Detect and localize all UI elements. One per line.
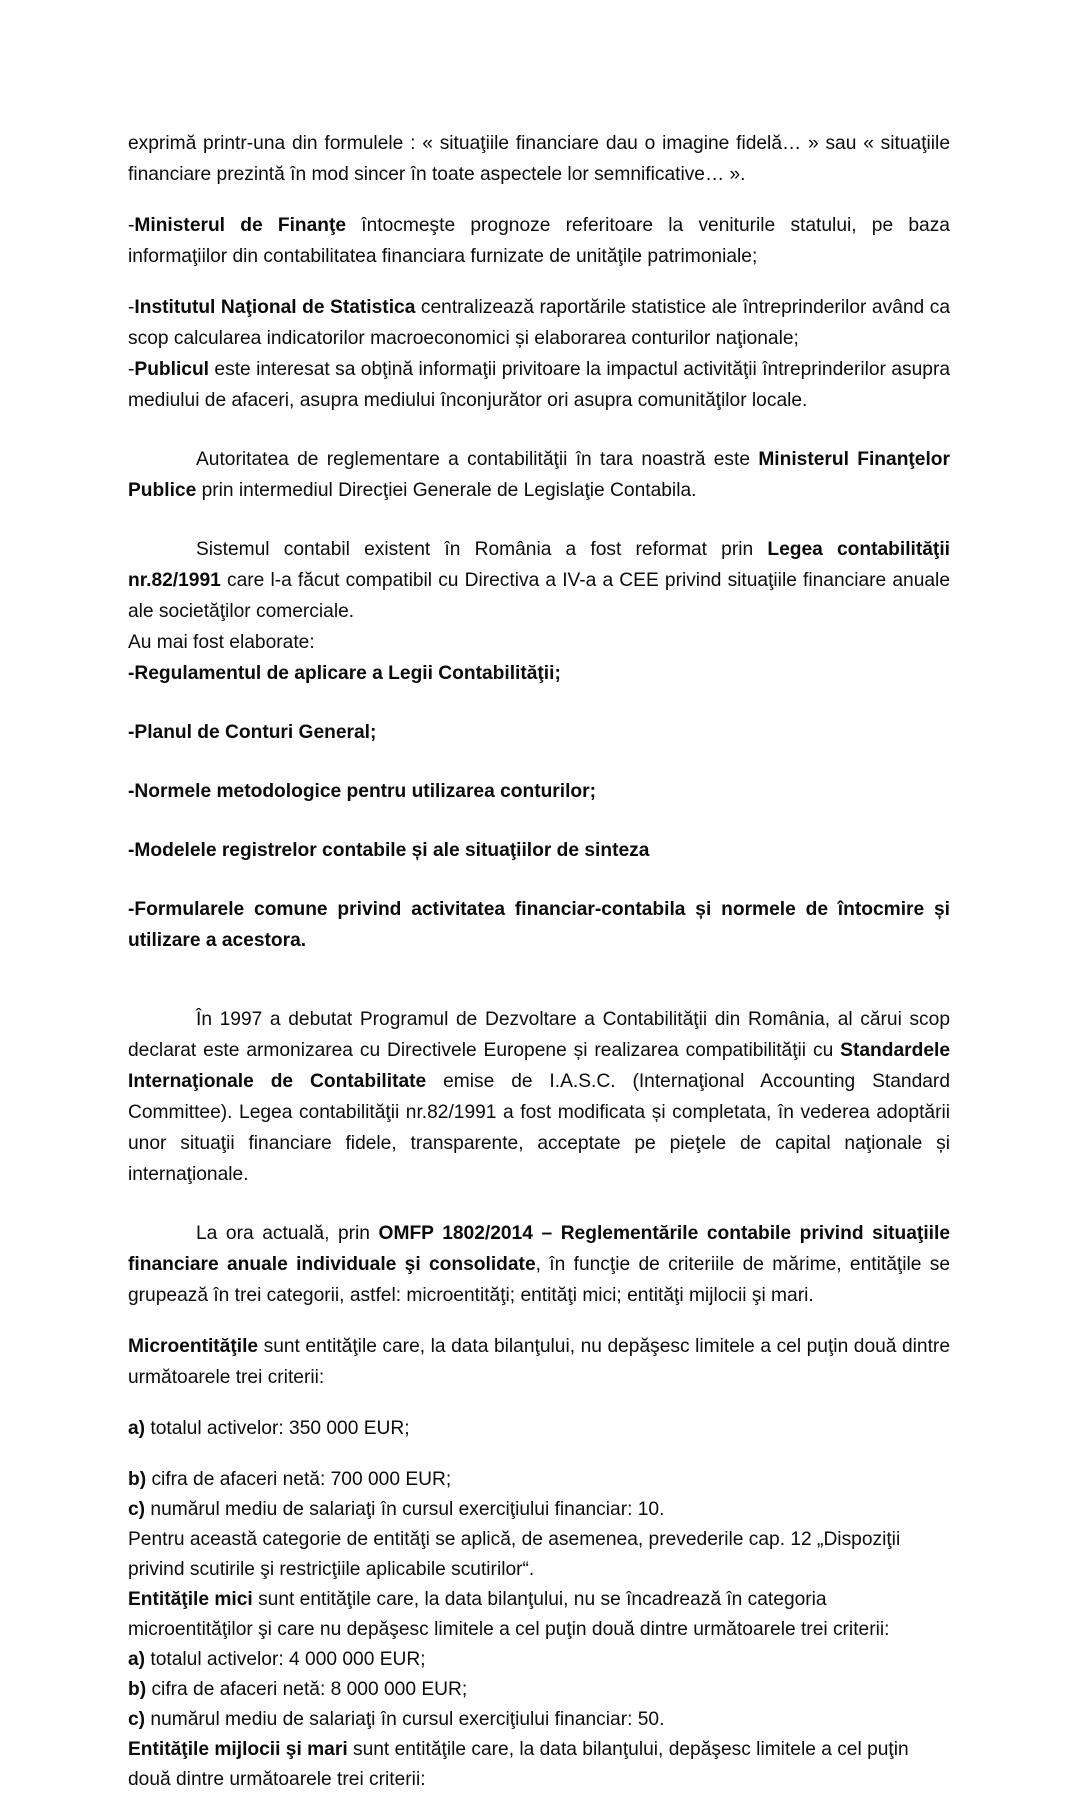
autoritatea-tail: prin intermediul Direcţiei Generale de Legislaţie Contabila.	[196, 480, 697, 501]
term-institutul-national-de-statistica: Institutul Naţional de Statistica	[134, 297, 416, 318]
paragraph-entitatile-mijlocii-mari	[128, 1735, 950, 1795]
laora-lead-in: La ora actuală, prin	[196, 1223, 379, 1244]
paragraph-sistemul-contabil	[128, 534, 950, 627]
sistemul-tail: care l-a făcut compatibil cu Directiva a IV-a a CEE privind situaţiile financiare anuale ale societăţilor comerciale.	[128, 570, 950, 622]
microentitatile-description: sunt entităţile care, la data bilanţului, nu depăşesc limitele a cel puţin două dintre următoarele trei criterii:	[128, 1336, 950, 1388]
paragraph-publicul	[128, 354, 950, 416]
paragraph-microentitatile	[128, 1331, 950, 1393]
paragraph-entitatile-mici	[128, 1585, 950, 1645]
entitatile-mijlocii-description: sunt entităţile care, la data bilanţului, depăşesc limitele a cel puţin două dintre următoarele trei criterii:	[128, 1739, 909, 1790]
criterion-text-b: cifra de afaceri netă: 700 000 EUR;	[146, 1469, 452, 1490]
criterion-label-a: a)	[128, 1418, 146, 1439]
publicul-description: este interesat sa obţină informaţii privitoare la impactul activităţii întreprinderilor asupra mediului de afaceri, asupra mediului înconjurător ori asupra comunităţilor locale.	[128, 359, 950, 411]
term-publicul: Publicul	[134, 359, 210, 380]
criterion-label-c: c)	[128, 1709, 146, 1730]
list-item-formulare-comune: -Formularele comune privind activitatea financiar-contabila și normele de întocmire și utilizare a acestora.	[128, 899, 950, 951]
term-standardele-internationale: Standardele Internaţionale de Contabilitate	[128, 1040, 950, 1092]
institutul-description: centralizează raportările statistice ale întreprinderilor având ca scop calcularea indicatorilor macroeconomici și elaborarea conturilor naţionale;	[128, 297, 951, 349]
ministerul-description: întocmeşte prognoze referitoare la veniturile statului, pe baza informaţiilor din contabilitatea financiara furnizate de unităţile patrimoniale;	[128, 215, 950, 267]
laora-tail: , în funcţie de criteriile de mărime, entităţile se grupează în trei categorii, astfel: microentităţi; entităţi mici; entităţi mijlocii şi mari.	[128, 1254, 950, 1306]
term-omfp-1802-2014: OMFP 1802/2014 – Reglementările contabile privind situaţiile financiare anuale individuale şi consolidate	[128, 1223, 950, 1275]
criterion-text-a: totalul activelor: 350 000 EUR;	[145, 1418, 410, 1439]
list-item-modele-registre: -Modelele registrelor contabile și ale situaţiilor de sinteza	[128, 840, 650, 861]
paragraph-anul-1997	[128, 1004, 950, 1190]
paragraph-ministerul-de-finante	[128, 210, 950, 272]
paragraph-intro-formule: exprimă printr-una din formulele : « situaţiile financiare dau o imagine fidelă… » sau « situaţiile financiare prezintă în mod sincer în toate aspectele lor semnificative… ».	[128, 133, 950, 185]
paragraph-la-ora-actuala	[128, 1218, 950, 1311]
criterion-label-b: b)	[128, 1469, 147, 1490]
criterion-mici-c	[128, 1705, 950, 1735]
criterion-text-b: cifra de afaceri netă: 8 000 000 EUR;	[146, 1679, 468, 1700]
anul1997-tail: emise de I.A.S.C. (Internaţional Accounting Standard Committee). Legea contabilităţii nr.82/1991 a fost modificata și completata, în vederea adoptării unor situaţii financiare fidele, transparente, acceptate pe pieţele de capital naţionale și internaţionale.	[128, 1071, 950, 1185]
criterion-label-c: c)	[128, 1499, 146, 1520]
list-item-planul-conturi: -Planul de Conturi General;	[128, 722, 377, 743]
anul1997-lead-in: În 1997 a debutat Programul de Dezvoltare a Contabilităţii din România, al cărui scop declarat este armonizarea cu Directivele Europene și realizarea compatibilităţii cu	[128, 1009, 950, 1061]
dash-marker: -	[128, 297, 135, 318]
line-au-mai-fost-elaborate: Au mai fost elaborate:	[128, 632, 315, 653]
paragraph-autoritatea-reglementare	[128, 444, 950, 506]
criterion-label-b: b)	[128, 1679, 147, 1700]
term-ministerul-de-finante: Ministerul de Finanţe	[134, 215, 347, 236]
paragraph-pentru-aceasta-categorie: Pentru această categorie de entităţi se aplică, de asemenea, prevederile cap. 12 „Dispoziţii privind scutirile şi restricţiile aplicabile scutirilor“.	[128, 1529, 901, 1580]
dash-marker: -	[128, 215, 135, 236]
term-ministerul-finantelor-publice: Ministerul Finanţelor Publice	[128, 449, 950, 501]
criterion-micro-b	[128, 1464, 950, 1495]
criterion-mici-b	[128, 1675, 950, 1705]
paragraph-institutul-national-statistica	[128, 292, 950, 354]
criterion-micro-a	[128, 1413, 950, 1444]
criterion-mici-a	[128, 1645, 950, 1675]
criterion-text-c: numărul mediu de salariaţi în cursul exerciţiului financiar: 10.	[145, 1499, 665, 1520]
term-entitatile-mijlocii-si-mari: Entităţile mijlocii şi mari	[128, 1739, 348, 1760]
term-legea-contabilitatii: Legea contabilităţii nr.82/1991	[128, 539, 950, 591]
document-text-body	[128, 128, 950, 1795]
criterion-text-c: numărul mediu de salariaţi în cursul exerciţiului financiar: 50.	[145, 1709, 665, 1730]
sistemul-lead-in: Sistemul contabil existent în România a fost reformat prin	[196, 539, 768, 560]
criterion-text-a: totalul activelor: 4 000 000 EUR;	[145, 1649, 426, 1670]
term-entitatile-mici: Entităţile mici	[128, 1589, 253, 1610]
criterion-label-a: a)	[128, 1649, 146, 1670]
entitatile-mici-description: sunt entităţile care, la data bilanţului, nu se încadrează în categoria microentităţilor şi care nu depăşesc limitele a cel puţin două dintre următoarele trei criterii:	[128, 1589, 890, 1640]
criterion-micro-c	[128, 1495, 950, 1525]
dash-marker: -	[128, 359, 135, 380]
autoritatea-lead-in: Autoritatea de reglementare a contabilităţii în tara noastră este	[196, 449, 759, 470]
list-item-norme-metodologice: -Normele metodologice pentru utilizarea conturilor;	[128, 781, 597, 802]
term-microentitatile: Microentităţile	[128, 1336, 259, 1357]
list-item-regulamentul: -Regulamentul de aplicare a Legii Contabilităţii;	[128, 663, 561, 684]
